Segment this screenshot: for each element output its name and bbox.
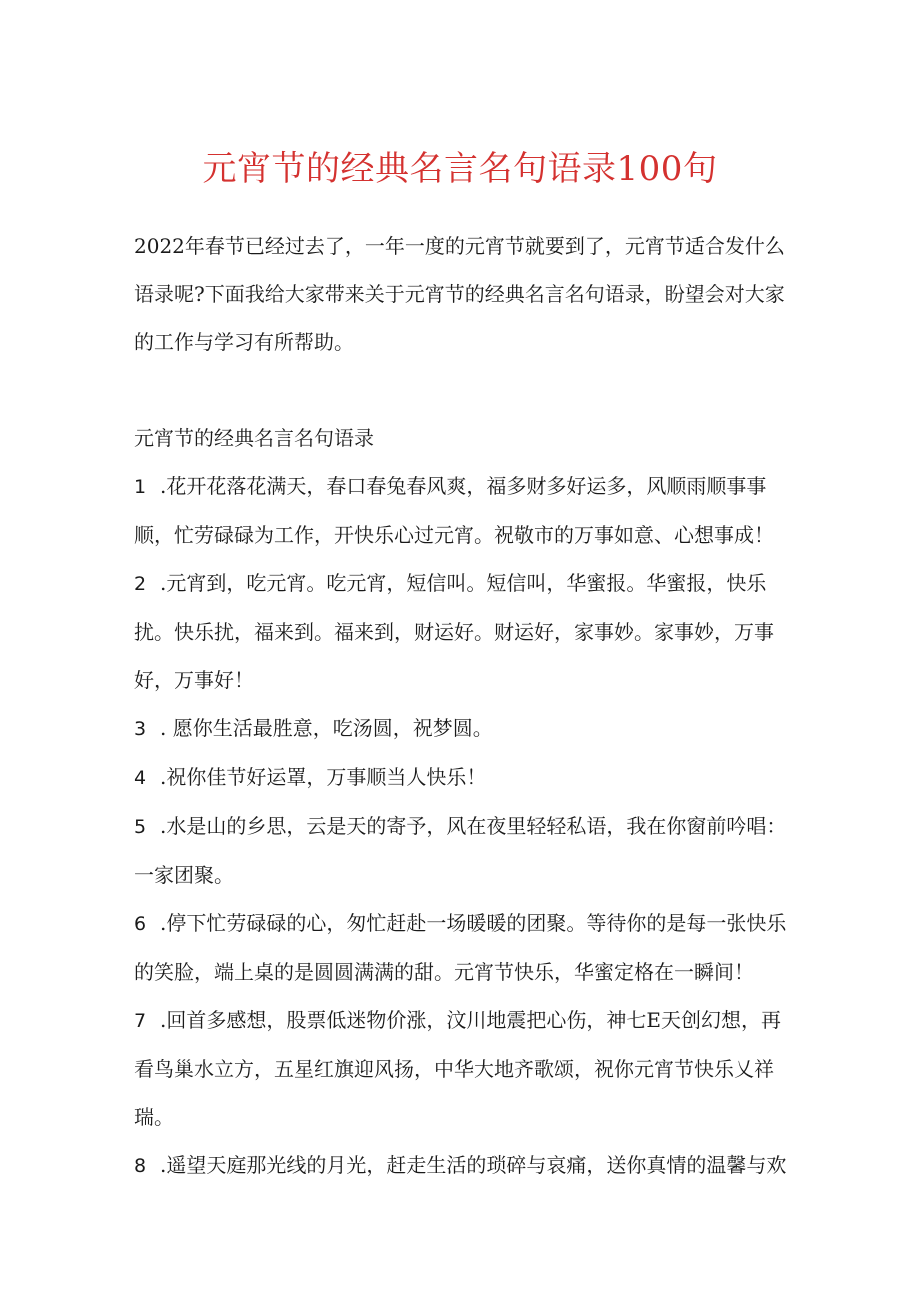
- quote-text: .元宵到，吃元宵。吃元宵，短信叫。短信叫，华蜜报。华蜜报，快乐扰。快乐扰，福来到。福来到，财运好。财运好，家事妙。家事妙，万事好，万事好！: [134, 571, 774, 692]
- quote-item: [134, 753, 790, 802]
- quote-text: .祝你佳节好运罩，万事顺当人快乐！: [160, 765, 487, 789]
- section-heading: 元宵节的经典名言名句语录: [134, 426, 374, 450]
- quote-item: [134, 899, 790, 996]
- quote-item: [134, 704, 790, 753]
- quote-item: [134, 559, 790, 704]
- quote-text: .回首多感想，股票低迷物价涨，汶川地震把心伤，神七E天创幻想，再看鸟巢水立方，五星红旗迎风扬，中华大地齐歌颂，祝你元宵节快乐乂祥瑞。: [134, 1008, 781, 1129]
- quote-number: 8: [134, 1155, 147, 1177]
- quote-list: [134, 462, 790, 1190]
- quote-number: 6: [134, 913, 147, 935]
- intro-paragraph: 2022年春节已经过去了，一年一度的元宵节就要到了，元宵节适合发什么语录呢?下面我给大家带来关于元宵节的经典名言名句语录，盼望会对大家的工作与学习有所帮助。: [134, 234, 785, 354]
- quote-item: [134, 996, 790, 1141]
- quote-text: .水是山的乡思，云是天的寄予，风在夜里轻轻私语，我在你窗前吟唱：一家团聚。: [134, 814, 787, 887]
- quote-number: 1: [134, 476, 147, 498]
- document-title: 元宵节的经典名言名句语录100句: [202, 149, 718, 189]
- quote-text: .停下忙劳碌碌的心，匆忙赶赴一场暖暖的团聚。等待你的是每一张快乐的笑脸，端上桌的是圆圆满满的甜。元宵节快乐，华蜜定格在一瞬间！: [134, 911, 787, 984]
- quote-number: 2: [134, 573, 147, 595]
- quote-item: [134, 802, 790, 899]
- quote-number: 7: [134, 1010, 147, 1032]
- quote-text: .花开花落花满天，春口春兔春风爽，福多财多好运多，风顺雨顺事事顺，忙劳碌碌为工作，开快乐心过元宵。祝敬市的万事如意、心想事成！: [134, 474, 774, 547]
- quote-number: 5: [134, 816, 147, 838]
- quote-item: [134, 462, 790, 559]
- quote-item: [134, 1141, 790, 1190]
- quote-text: .遥望天庭那光线的月光，赶走生活的琐碎与哀痛，送你真情的温馨与欢: [160, 1153, 787, 1177]
- quote-number: 3: [134, 718, 147, 740]
- quote-number: 4: [134, 767, 147, 789]
- quote-text: . 愿你生活最胜意，吃汤圆，祝梦圆。: [160, 716, 493, 740]
